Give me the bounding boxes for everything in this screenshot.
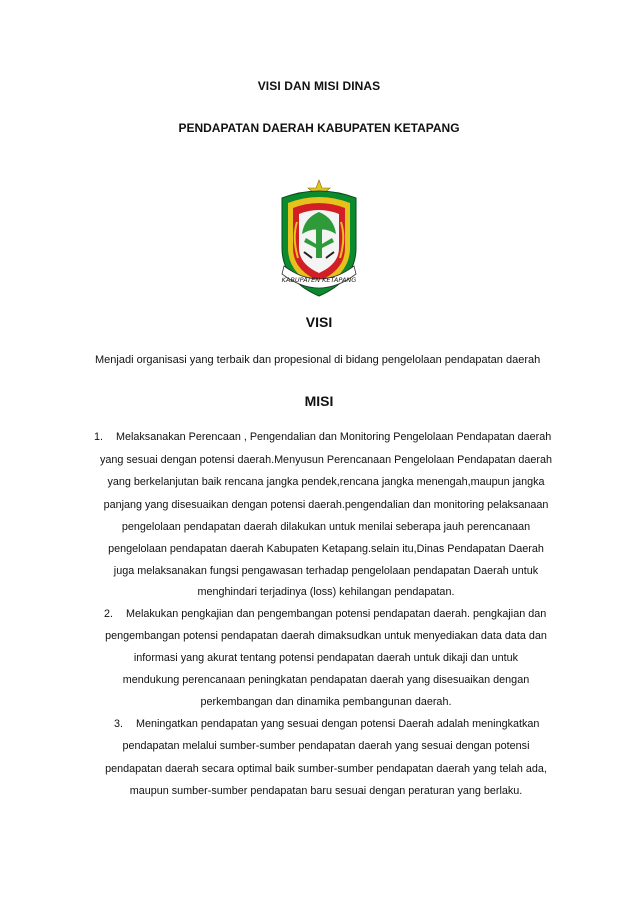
document-title-line-2: PENDAPATAN DAERAH KABUPATEN KETAPANG: [178, 121, 460, 135]
misi-item-number: 1.: [94, 431, 104, 443]
visi-text: Menjadi organisasi yang terbaik dan propesional di bidang pengelolaan pendapatan daerah: [95, 354, 541, 366]
misi-item-1-line-2: yang sesuai dengan potensi daerah.Menyusun Perencanaan Pengelolaan Pendapatan daerah: [99, 454, 553, 466]
misi-item-number: 3.: [114, 718, 124, 730]
misi-item-1-line-1: 1. Melaksanakan Perencaan , Pengendalian dan Monitoring Pengelolaan Pendapatan daerah: [94, 431, 552, 443]
misi-item-3-line-4: maupun sumber-sumber pendapatan baru sesuai dengan peraturan yang berlaku.: [129, 785, 523, 797]
svg-text:KABUPATEN KETAPANG: KABUPATEN KETAPANG: [281, 276, 357, 284]
misi-item-3-line-1: 3. Meningatkan pendapatan yang sesuai dengan potensi Daerah adalah meningkatkan: [114, 718, 540, 730]
visi-heading: VISI: [305, 314, 333, 330]
misi-item-2-line-3: informasi yang akurat tentang potensi pendapatan daerah untuk dikaji dan untuk: [133, 652, 519, 664]
misi-item-1-line-6: pengelolaan pendapatan daerah Kabupaten Ketapang.selain itu,Dinas Pendapatan Daerah: [108, 543, 544, 555]
misi-item-number: 2.: [104, 608, 114, 620]
misi-item-1-line-7: juga melaksanakan fungsi pengawasan terhadap pengelolaan pendapatan Daerah untuk: [113, 565, 539, 577]
misi-item-1-line-5: pengelolaan pendapatan daerah dilakukan untuk menilai seberapa jauh perencanaan: [121, 521, 531, 533]
misi-item-1-line-8: menghindari terjadinya (loss) kehilangan pendapatan.: [197, 586, 455, 598]
misi-item-2-line-1: 2. Melakukan pengkajian dan pengembangan potensi pendapatan daerah. pengkajian dan: [104, 608, 547, 620]
misi-heading: MISI: [304, 393, 334, 409]
kabupaten-ketapang-emblem-icon: [274, 178, 364, 302]
misi-item-1-line-3: yang berkelanjutan baik rencana jangka pendek,rencana jangka menengah,maupun jangka: [107, 476, 545, 488]
misi-item-3-line-2: pendapatan melalui sumber-sumber pendapatan daerah yang sesuai dengan potensi: [122, 740, 530, 752]
misi-item-2-line-5: perkembangan dan dinamika pembangunan daerah.: [200, 696, 452, 708]
document-title-line-1: VISI DAN MISI DINAS: [257, 79, 381, 93]
misi-item-3-line-3: pendapatan daerah secara optimal baik sumber-sumber pendapatan daerah yang telah ada,: [105, 763, 547, 775]
misi-item-2-line-4: mendukung perencanaan peningkatan pendapatan daerah yang disesuaikan dengan: [122, 674, 530, 686]
misi-item-1-line-4: panjang yang disesuaikan dengan potensi daerah.pengendalian dan monitoring pelaksanaan: [103, 499, 549, 511]
misi-item-2-line-2: pengembangan potensi pendapatan daerah dimaksudkan untuk menyediakan data data dan: [105, 630, 547, 642]
